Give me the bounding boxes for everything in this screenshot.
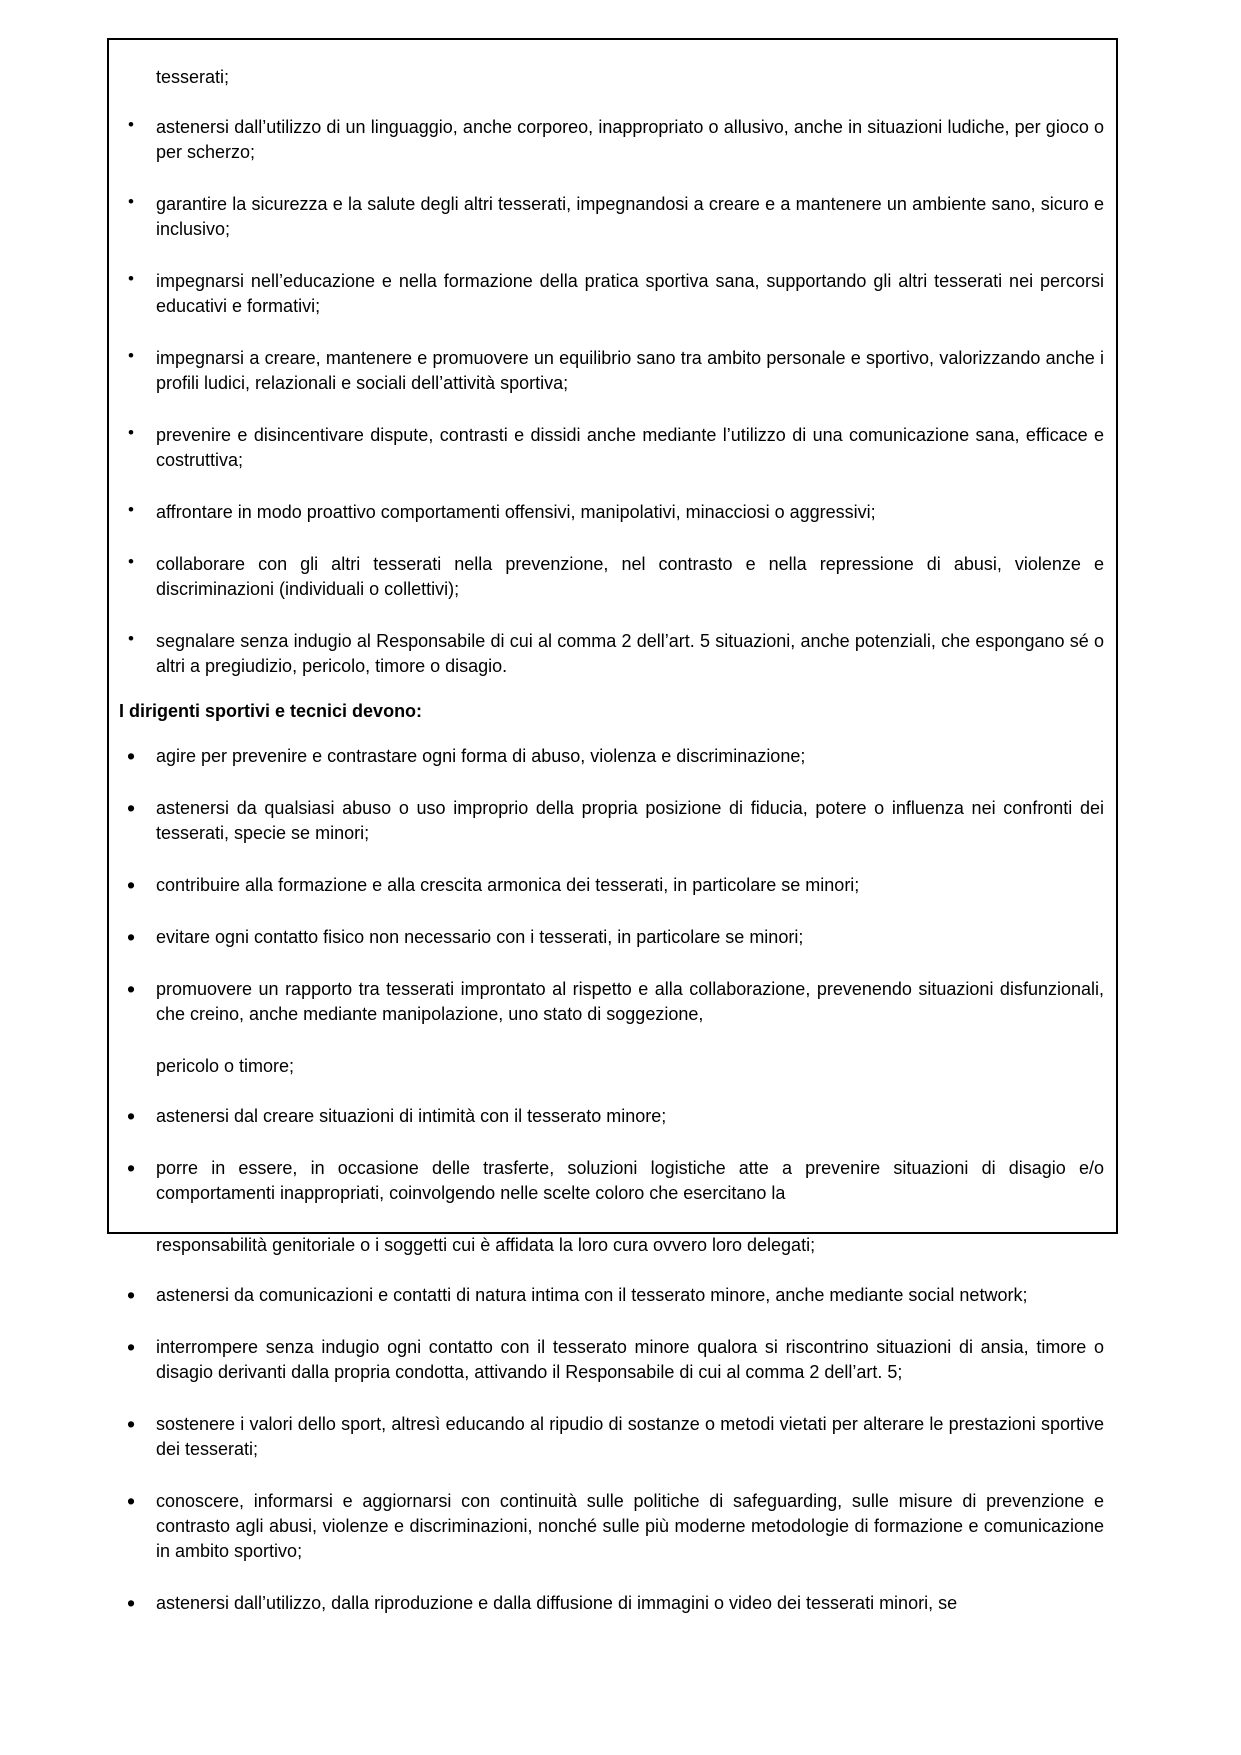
list-item [119, 1283, 1104, 1308]
list-item [119, 1489, 1104, 1564]
list-item-text: astenersi dal creare situazioni di intimità con il tesserato minore; [156, 1106, 667, 1126]
bullet-icon: • [128, 629, 134, 648]
list-item-text: sostenere i valori dello sport, altresì educando al ripudio di sostanze o metodi vietati per alterare le prestazioni sportive dei tesserati; [156, 1414, 1104, 1459]
list-item-continuation: pericolo o timore; [156, 1056, 295, 1076]
bullet-icon: • [128, 552, 134, 571]
section-heading: I dirigenti sportivi e tecnici devono: [119, 701, 423, 721]
bullet-icon: • [126, 976, 136, 1002]
list-item [119, 423, 1104, 473]
bullet-icon: • [128, 115, 134, 134]
list-item [119, 269, 1104, 319]
list-item-text: affrontare in modo proattivo comportamenti offensivi, manipolativi, minacciosi o aggressivi; [156, 502, 876, 522]
list-item-text: astenersi dall’utilizzo di un linguaggio, anche corporeo, inappropriato o allusivo, anche in situazioni ludiche, per gioco o per scherzo; [156, 117, 1104, 162]
list-item-text: astenersi da comunicazioni e contatti di natura intima con il tesserato minore, anche mediante social network; [156, 1285, 1028, 1305]
bullet-icon: • [126, 743, 136, 769]
continuation-text: tesserati; [156, 67, 230, 87]
list-item [119, 552, 1104, 602]
bullet-icon: • [126, 924, 136, 950]
list-item-text: prevenire e disincentivare dispute, contrasti e dissidi anche mediante l’utilizzo di una comunicazione sana, efficace e costruttiva; [156, 425, 1104, 470]
bullet-icon: • [126, 1590, 136, 1616]
list-item-continuation: responsabilità genitoriale o i soggetti cui è affidata la loro cura ovvero loro delegati; [156, 1235, 816, 1255]
bullet-icon: • [126, 1155, 136, 1181]
bullet-icon: • [126, 872, 136, 898]
list-item-text: evitare ogni contatto fisico non necessario con i tesserati, in particolare se minori; [156, 927, 804, 947]
page-frame [107, 38, 1118, 1616]
list-item-text: segnalare senza indugio al Responsabile di cui al comma 2 dell’art. 5 situazioni, anche potenziali, che espongano sé o altri a pregiudizio, pericolo, timore o disagio. [156, 631, 1104, 676]
bullet-icon: • [128, 500, 134, 519]
list-item [119, 796, 1104, 846]
list-item-text: impegnarsi a creare, mantenere e promuovere un equilibrio sano tra ambito personale e sportivo, valorizzando anche i profili ludici, relazionali e sociali dell’attività sportiva; [156, 348, 1104, 393]
bullet-icon: • [128, 192, 134, 211]
list-item [119, 977, 1104, 1027]
bullet-icon: • [128, 423, 134, 442]
bullet-icon: • [126, 1334, 136, 1360]
list-item-text: garantire la sicurezza e la salute degli altri tesserati, impegnandosi a creare e a mantenere un ambiente sano, sicuro e inclusivo; [156, 194, 1104, 239]
list-item-text: astenersi da qualsiasi abuso o uso improprio della propria posizione di fiducia, potere o influenza nei confronti dei tesserati, specie se minori; [156, 798, 1104, 843]
bullet-icon: • [126, 1488, 136, 1514]
bullet-icon: • [126, 1103, 136, 1129]
list-item-text: agire per prevenire e contrastare ogni forma di abuso, violenza e discriminazione; [156, 746, 806, 766]
bullet-icon: • [126, 795, 136, 821]
list-item [119, 192, 1104, 242]
list-item [119, 873, 1104, 898]
list-item [119, 1335, 1104, 1385]
list-item-text: interrompere senza indugio ogni contatto con il tesserato minore qualora si riscontrino situazioni di ansia, timore o disagio derivanti dalla propria condotta, attivando il Responsabile di cui al comma 2 dell’art. 5; [156, 1337, 1104, 1382]
list-item [119, 925, 1104, 950]
bullet-icon: • [126, 1282, 136, 1308]
list-item [119, 1156, 1104, 1206]
list-item [119, 1591, 1104, 1616]
list-item-text: contribuire alla formazione e alla crescita armonica dei tesserati, in particolare se minori; [156, 875, 860, 895]
list-item [119, 115, 1104, 165]
list-item [119, 500, 1104, 525]
list-item-text: promuovere un rapporto tra tesserati improntato al rispetto e alla collaborazione, prevenendo situazioni disfunzionali, che creino, anche mediante manipolazione, uno stato di soggezione, [156, 979, 1104, 1024]
bullet-icon: • [126, 1411, 136, 1437]
list-item-text: conoscere, informarsi e aggiornarsi con continuità sulle politiche di safeguarding, sulle misure di prevenzione e contrasto agli abusi, violenze e discriminazioni, nonché sulle più moderne metodologie di formazione e comunicazione in ambito sportivo; [156, 1491, 1104, 1561]
list-item-text: impegnarsi nell’educazione e nella formazione della pratica sportiva sana, supportando gli altri tesserati nei percorsi educativi e formativi; [156, 271, 1104, 316]
bullet-icon: • [128, 269, 134, 288]
list-item-text: collaborare con gli altri tesserati nella prevenzione, nel contrasto e nella repressione di abusi, violenze e discriminazioni (individuali o collettivi); [156, 554, 1104, 599]
bullet-icon: • [128, 346, 134, 365]
list-item [119, 744, 1104, 769]
list-item [119, 346, 1104, 396]
list-item [119, 1412, 1104, 1462]
list-item-text: porre in essere, in occasione delle trasferte, soluzioni logistiche atte a prevenire situazioni di disagio e/o comportamenti inappropriati, coinvolgendo nelle scelte coloro che esercitano la [156, 1158, 1104, 1203]
document-body [119, 65, 1104, 1616]
list-item-text: astenersi dall’utilizzo, dalla riproduzione e dalla diffusione di immagini o video dei tesserati minori, se [156, 1593, 958, 1613]
list-item [119, 1104, 1104, 1129]
list-item [119, 629, 1104, 679]
